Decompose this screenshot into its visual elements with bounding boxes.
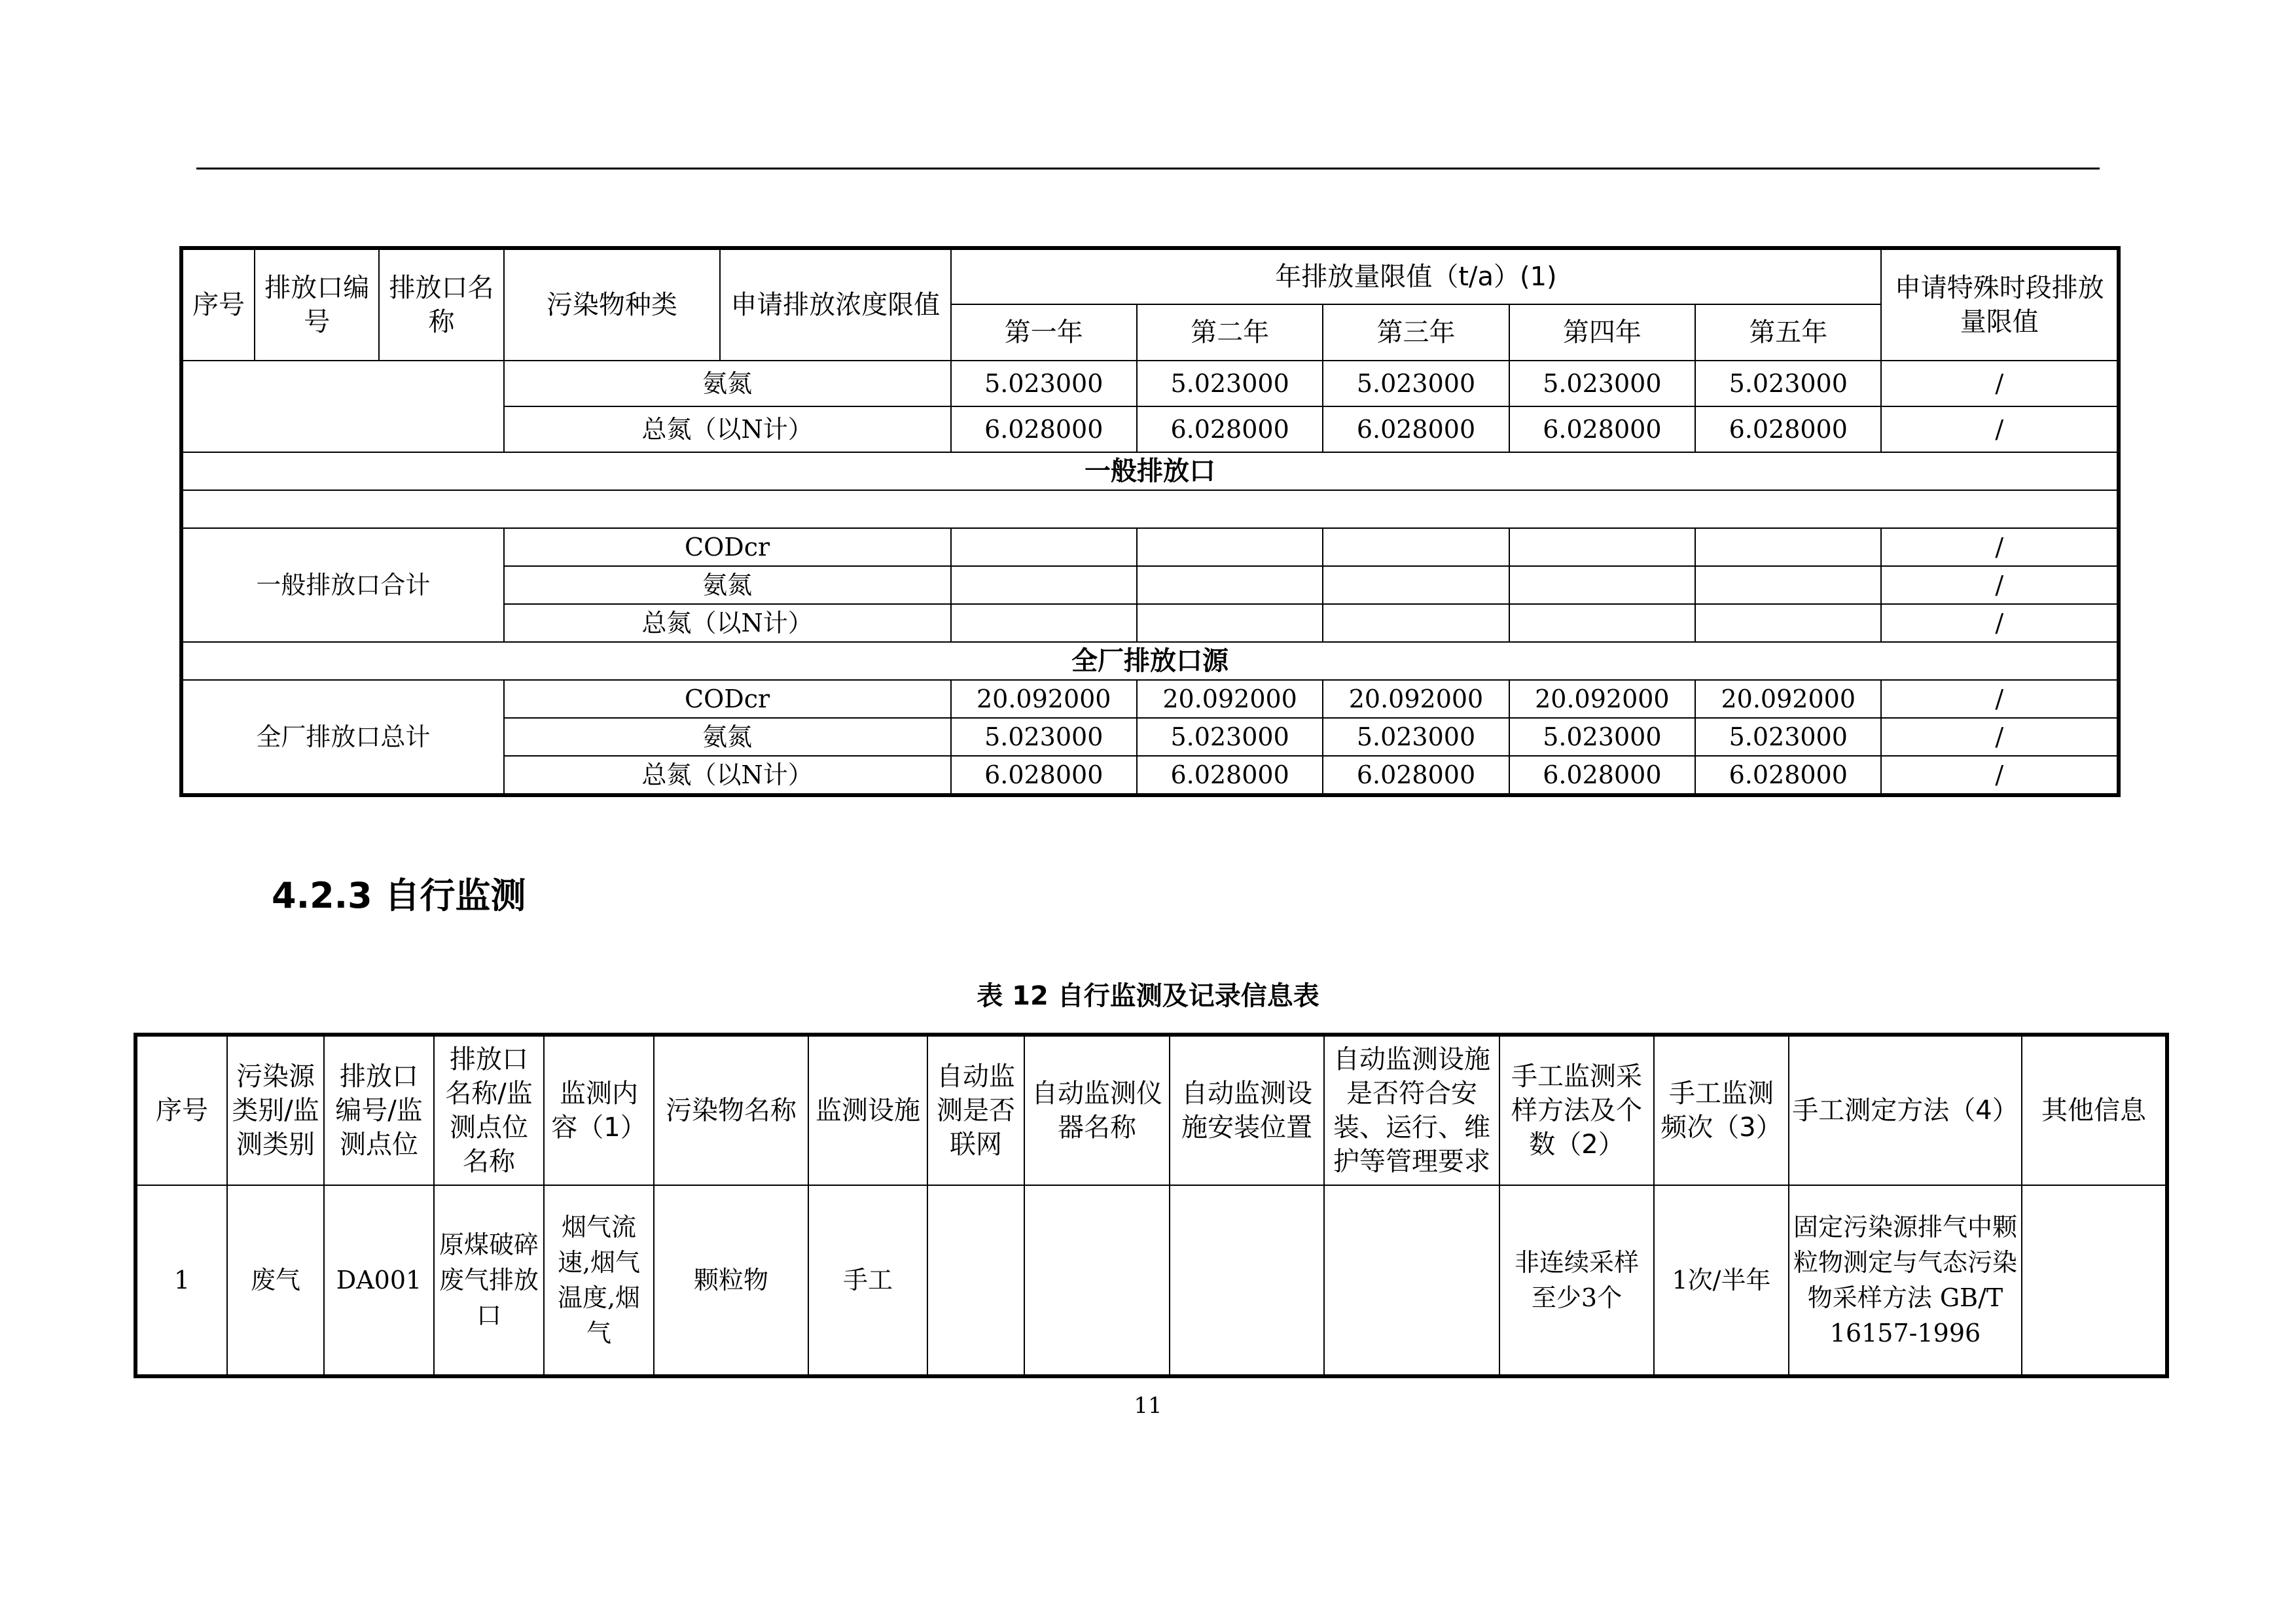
value-cell	[951, 604, 1137, 642]
pollutant-cell: 氨氮	[504, 566, 951, 604]
header-year-5: 第五年	[1695, 304, 1881, 361]
table-caption: 表 12 自行监测及记录信息表	[977, 981, 1319, 1011]
cell-frequency: 1次/半年	[1654, 1185, 1789, 1376]
blank-row	[181, 490, 2119, 528]
special-cell: /	[1881, 406, 2119, 452]
section-title-plant: 全厂排放口源	[181, 642, 2119, 680]
cell-instrument	[1024, 1185, 1170, 1376]
value-cell: 6.028000	[1695, 756, 1881, 795]
value-cell	[1137, 566, 1323, 604]
value-cell: 6.028000	[1323, 406, 1509, 452]
value-cell: 20.092000	[1323, 680, 1509, 718]
pollutant-cell: 氨氮	[504, 361, 951, 406]
header-seq: 序号	[181, 248, 255, 361]
value-cell: 6.028000	[1137, 756, 1323, 795]
pollutant-cell: CODcr	[504, 528, 951, 566]
value-cell: 5.023000	[1137, 361, 1323, 406]
header-conc-limit: 申请排放浓度限值	[720, 248, 950, 361]
value-cell: 20.092000	[1695, 680, 1881, 718]
col-header: 污染物名称	[654, 1035, 808, 1185]
header-rule	[196, 168, 2100, 169]
pollutant-cell: 总氮（以N计）	[504, 406, 951, 452]
general-total-label: 一般排放口合计	[181, 528, 504, 642]
table-row	[135, 1185, 2167, 1376]
cell-sampling-method: 非连续采样 至少3个	[1499, 1185, 1654, 1376]
header-annual-limit: 年排放量限值（t/a）(1)	[951, 248, 1882, 304]
emission-limit-table	[179, 246, 2121, 797]
value-cell: 5.023000	[1323, 361, 1509, 406]
section-title-general: 一般排放口	[181, 452, 2119, 490]
value-cell: 5.023000	[1509, 361, 1695, 406]
cell-install-location	[1170, 1185, 1324, 1376]
header-outlet-name: 排放口名称	[379, 248, 503, 361]
plant-total-label: 全厂排放口总计	[181, 680, 504, 795]
value-cell: 6.028000	[951, 406, 1137, 452]
cell-pollutant: 颗粒物	[654, 1185, 808, 1376]
header-year-1: 第一年	[951, 304, 1137, 361]
special-cell: /	[1881, 566, 2119, 604]
value-cell: 5.023000	[1695, 361, 1881, 406]
col-header: 污染源类别/监测类别	[227, 1035, 324, 1185]
value-cell: 6.028000	[1137, 406, 1323, 452]
value-cell: 20.092000	[1137, 680, 1323, 718]
header-year-3: 第三年	[1323, 304, 1509, 361]
section-heading: 4.2.3 自行监测	[272, 875, 526, 916]
value-cell	[1323, 566, 1509, 604]
self-monitoring-table	[134, 1033, 2169, 1378]
col-header: 手工监测采样方法及个数（2）	[1499, 1035, 1654, 1185]
pollutant-cell: 总氮（以N计）	[504, 756, 951, 795]
col-header: 排放口名称/监测点位名称	[434, 1035, 544, 1185]
cell-compliance	[1324, 1185, 1499, 1376]
pollutant-cell: 总氮（以N计）	[504, 604, 951, 642]
cell-seq: 1	[135, 1185, 227, 1376]
table-row	[181, 361, 2119, 406]
special-cell: /	[1881, 680, 2119, 718]
special-cell: /	[1881, 604, 2119, 642]
value-cell	[1137, 528, 1323, 566]
col-header: 排放口编号/监测点位	[324, 1035, 434, 1185]
table-row	[181, 528, 2119, 566]
header-outlet-code: 排放口编号	[255, 248, 379, 361]
col-header: 监测内容（1）	[544, 1035, 654, 1185]
value-cell: 6.028000	[1695, 406, 1881, 452]
value-cell	[951, 566, 1137, 604]
pollutant-cell: 氨氮	[504, 718, 951, 756]
col-header: 手工测定方法（4）	[1789, 1035, 2022, 1185]
cell-networked	[927, 1185, 1024, 1376]
value-cell: 5.023000	[951, 718, 1137, 756]
value-cell	[1509, 604, 1695, 642]
header-year-2: 第二年	[1137, 304, 1323, 361]
special-cell: /	[1881, 756, 2119, 795]
value-cell: 6.028000	[951, 756, 1137, 795]
value-cell: 6.028000	[1323, 756, 1509, 795]
header-special-limit: 申请特殊时段排放量限值	[1881, 248, 2119, 361]
value-cell	[1323, 604, 1509, 642]
value-cell	[1509, 566, 1695, 604]
value-cell: 6.028000	[1509, 756, 1695, 795]
cell-outlet-code: DA001	[324, 1185, 434, 1376]
value-cell: 20.092000	[1509, 680, 1695, 718]
special-cell: /	[1881, 718, 2119, 756]
value-cell: 5.023000	[951, 361, 1137, 406]
value-cell	[951, 528, 1137, 566]
cell-content: 烟气流速,烟气温度,烟气	[544, 1185, 654, 1376]
special-cell: /	[1881, 528, 2119, 566]
cell-test-method: 固定污染源排气中颗粒物测定与气态污染物采样方法 GB/T 16157-1996	[1789, 1185, 2022, 1376]
cell-other	[2022, 1185, 2167, 1376]
col-header: 自动监测设施是否符合安装、运行、维护等管理要求	[1324, 1035, 1499, 1185]
header-year-4: 第四年	[1509, 304, 1695, 361]
header-pollutant: 污染物种类	[504, 248, 720, 361]
table-row	[181, 680, 2119, 718]
value-cell: 5.023000	[1695, 718, 1881, 756]
value-cell	[1695, 566, 1881, 604]
value-cell: 5.023000	[1137, 718, 1323, 756]
value-cell	[1695, 528, 1881, 566]
col-header: 监测设施	[808, 1035, 927, 1185]
col-header: 自动监测是否联网	[927, 1035, 1024, 1185]
col-header: 手工监测频次（3）	[1654, 1035, 1789, 1185]
cell-outlet-name: 原煤破碎废气排放口	[434, 1185, 544, 1376]
value-cell: 5.023000	[1323, 718, 1509, 756]
page-number: 11	[1134, 1393, 1162, 1419]
blank-cell	[181, 361, 504, 452]
special-cell: /	[1881, 361, 2119, 406]
value-cell: 5.023000	[1509, 718, 1695, 756]
col-header: 序号	[135, 1035, 227, 1185]
cell-facility: 手工	[808, 1185, 927, 1376]
value-cell: 20.092000	[951, 680, 1137, 718]
value-cell	[1323, 528, 1509, 566]
col-header: 自动监测仪器名称	[1024, 1035, 1170, 1185]
col-header: 其他信息	[2022, 1035, 2167, 1185]
cell-source-type: 废气	[227, 1185, 324, 1376]
pollutant-cell: CODcr	[504, 680, 951, 718]
value-cell	[1509, 528, 1695, 566]
col-header: 自动监测设施安装位置	[1170, 1035, 1324, 1185]
value-cell: 6.028000	[1509, 406, 1695, 452]
value-cell	[1695, 604, 1881, 642]
value-cell	[1137, 604, 1323, 642]
